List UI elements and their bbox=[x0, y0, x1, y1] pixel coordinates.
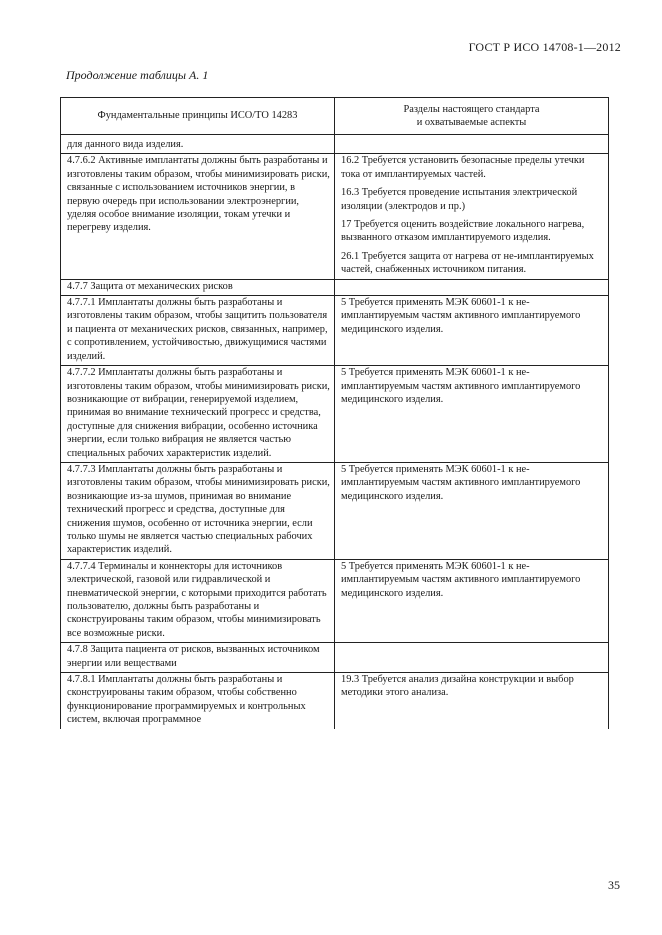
page-number: 35 bbox=[608, 878, 620, 892]
section-entry: 16.3 Требуется проведение испытания электрической изоляции (электродов и пр.) bbox=[341, 187, 578, 212]
section-cell bbox=[335, 673, 609, 729]
section-cell bbox=[335, 135, 609, 154]
section-entry: 5 Требуется применять МЭК 60601-1 к не-имплантируемым частям активного имплантируемого медицинского изделия. bbox=[341, 367, 581, 405]
section-cell bbox=[335, 279, 609, 295]
principle-cell: 4.7.8 Защита пациента от рисков, вызванных источником энергии или веществами bbox=[61, 643, 335, 673]
table-row bbox=[61, 135, 609, 154]
column-header-sections-text: Разделы настоящего стандарта и охватываемые аспекты bbox=[403, 103, 540, 128]
principle-cell: 4.7.6.2 Активные имплантаты должны быть разработаны и изготовлены таким образом, чтобы минимизировать риски, связанные с использованием источников энергии, в первую очередь при использовании электроэнергии, уделяя особое внимание изоляции, токам утечки и перегреву изделия. bbox=[61, 154, 335, 279]
section-cell bbox=[335, 296, 609, 366]
document-standard-header: ГОСТ Р ИСО 14708-1—2012 bbox=[468, 40, 621, 54]
section-entry: 5 Требуется применять МЭК 60601-1 к не-имплантируемым частям активного имплантируемого медицинского изделия. bbox=[341, 560, 581, 599]
principle-cell: для данного вида изделия. bbox=[61, 135, 335, 154]
table-row bbox=[61, 279, 609, 295]
table-row bbox=[61, 559, 609, 642]
principle-cell: 4.7.7.3 Имплантаты должны быть разработаны и изготовлены таким образом, чтобы минимизировать риски, возникающие из-за шумов, принимая во внимание технический прогресс и средства, доступные для снижения шумов, особенно от источника энергии, если только шумы не является частью специальных рабочих характеристик изделий. bbox=[61, 462, 335, 559]
principle-cell: 4.7.7.1 Имплантаты должны быть разработаны и изготовлены таким образом, чтобы защитить пользователя и пациента от механических рисков, связанных, например, с сопротивлением, устойчивостью, движущимися частями изделий. bbox=[61, 296, 335, 366]
section-entry: 26.1 Требуется защита от нагрева от не-имплантируемых частей, снабженных источником питания. bbox=[341, 250, 594, 276]
table-row bbox=[61, 673, 609, 729]
table-header-row bbox=[61, 98, 609, 135]
section-entry: 16.2 Требуется установить безопасные пределы утечки тока от имплантируемых частей. bbox=[341, 155, 585, 180]
principle-cell: 4.7.7 Защита от механических рисков bbox=[61, 279, 335, 295]
table-row bbox=[61, 154, 609, 279]
table-row bbox=[61, 462, 609, 559]
principle-cell: 4.7.7.2 Имплантаты должны быть разработаны и изготовлены таким образом, чтобы минимизировать риски, возникающие от вибрации, генерируемой изделием, принимая во внимание технический прогресс и средства, доступные для снижения вибрации, особенно источника энергии, если только вибрация не является частью специальных рабочих характеристик изделий. bbox=[61, 366, 335, 463]
column-header-sections bbox=[335, 98, 609, 135]
table-body bbox=[61, 135, 609, 729]
section-cell bbox=[335, 154, 609, 279]
table-caption: Продолжение таблицы А. 1 bbox=[66, 68, 209, 82]
table-row bbox=[61, 296, 609, 366]
table-row bbox=[61, 643, 609, 673]
principle-cell: 4.7.7.4 Терминалы и коннекторы для источников электрической, газовой или гидравлической и пневматической энергии, с которыми приходится работать пользователю, должны быть разработаны и сконструированы таким образом, чтобы минимизировать все возможные риски. bbox=[61, 559, 335, 642]
section-entry: 5 Требуется применять МЭК 60601-1 к не-имплантируемым частям активного имплантируемого медицинского изделия. bbox=[341, 297, 581, 335]
column-header-principles: Фундаментальные принципы ИСО/ТО 14283 bbox=[61, 98, 335, 135]
requirements-table bbox=[60, 97, 609, 729]
section-entry: 17 Требуется оценить воздействие локального нагрева, вызванного отказом имплантируемого изделия. bbox=[341, 219, 585, 244]
section-cell bbox=[335, 366, 609, 463]
principle-cell: 4.7.8.1 Имплантаты должны быть разработаны и сконструированы таким образом, чтобы собственно функционирование программируемых и контрольных систем, включая программное bbox=[61, 673, 335, 729]
section-entry: 19.3 Требуется анализ дизайна конструкции и выбор методики этого анализа. bbox=[341, 674, 574, 699]
section-cell bbox=[335, 462, 609, 559]
section-cell bbox=[335, 643, 609, 673]
section-entry: 5 Требуется применять МЭК 60601-1 к не-имплантируемым частям активного имплантируемого медицинского изделия. bbox=[341, 463, 581, 502]
section-cell bbox=[335, 559, 609, 642]
table-row bbox=[61, 366, 609, 463]
